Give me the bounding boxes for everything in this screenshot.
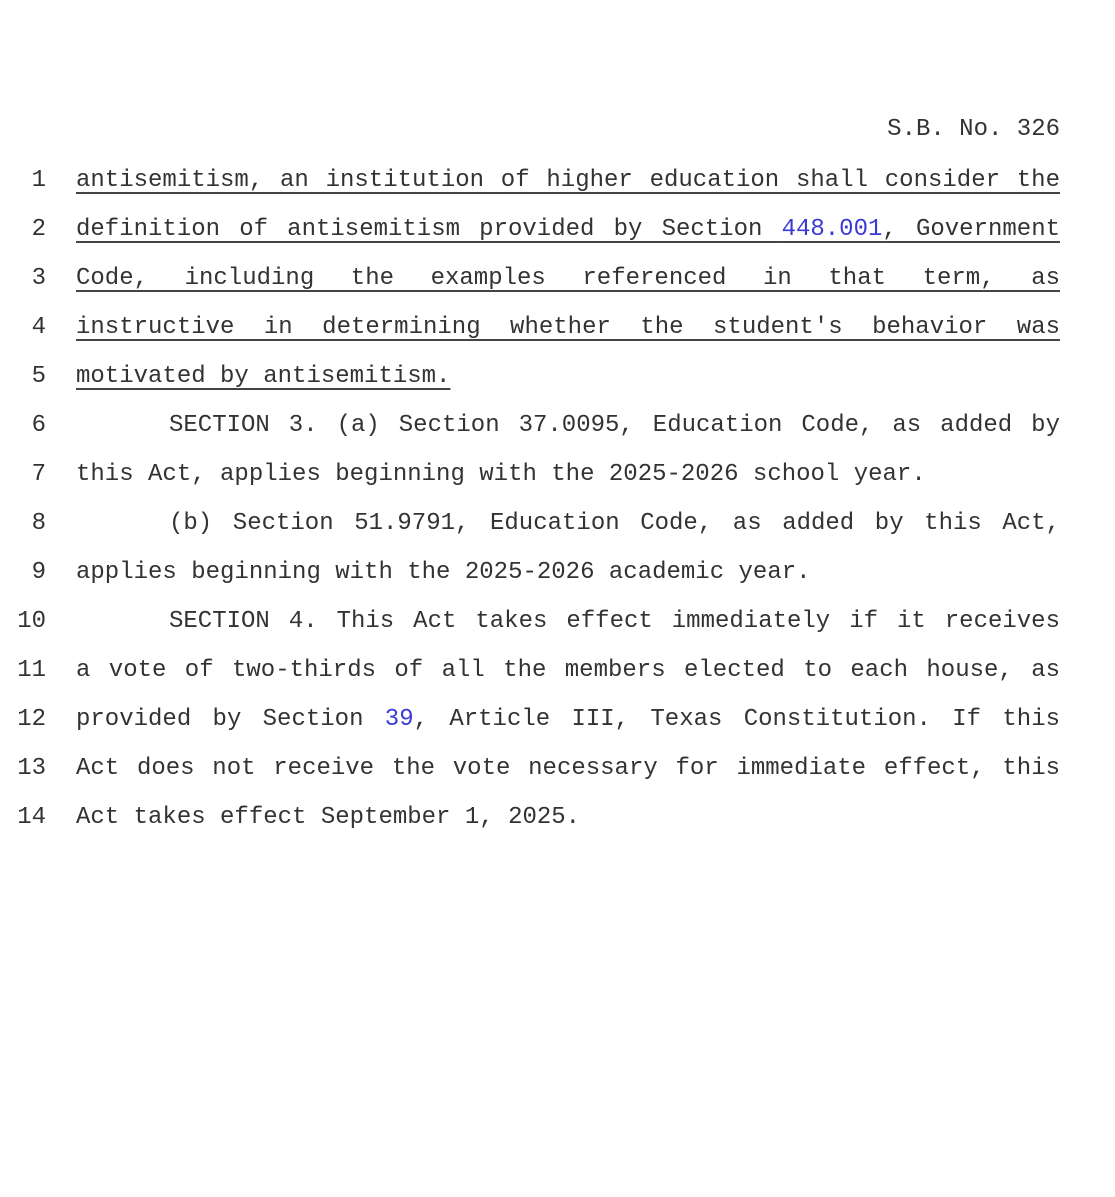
line-5 bbox=[0, 360, 1115, 409]
line-11 bbox=[0, 654, 1115, 703]
statute-link-448-001[interactable]: 448.001 bbox=[781, 216, 883, 243]
line-number: 8 bbox=[31, 510, 46, 537]
text-segment: motivated by antisemitism. bbox=[76, 363, 451, 390]
line-10 bbox=[0, 605, 1115, 654]
text-segment: , Article III, Texas Constitution. If this bbox=[413, 706, 1060, 733]
text-segment: instructive in determining whether the student's behavior was bbox=[76, 314, 1060, 341]
text-segment: , Government bbox=[882, 216, 1060, 243]
line-number: 6 bbox=[31, 412, 46, 439]
line-number: 1 bbox=[31, 167, 46, 194]
line-text: Act takes effect September 1, 2025. bbox=[76, 804, 581, 831]
line-9 bbox=[0, 556, 1115, 605]
line-number: 4 bbox=[31, 314, 46, 341]
line-text: (b) Section 51.9791, Education Code, as added by this Act, bbox=[169, 510, 1060, 537]
line-number: 12 bbox=[17, 706, 46, 733]
line-13 bbox=[0, 752, 1115, 801]
line-number: 5 bbox=[31, 363, 46, 390]
line-number: 10 bbox=[17, 608, 46, 635]
text-segment: antisemitism, an institution of higher education shall consider the bbox=[76, 167, 1060, 194]
line-3 bbox=[0, 262, 1115, 311]
line-4 bbox=[0, 311, 1115, 360]
line-text bbox=[76, 311, 1060, 345]
line-text bbox=[76, 262, 1060, 296]
line-text: applies beginning with the 2025-2026 academic year. bbox=[76, 559, 811, 586]
line-text: Act does not receive the vote necessary for immediate effect, this bbox=[76, 755, 1060, 782]
line-number: 9 bbox=[31, 559, 46, 586]
line-number: 3 bbox=[31, 265, 46, 292]
line-text bbox=[76, 360, 1060, 394]
text-segment: definition of antisemitism provided by Section bbox=[76, 216, 782, 243]
line-text bbox=[76, 213, 1060, 247]
line-7 bbox=[0, 458, 1115, 507]
constitution-link-39[interactable]: 39 bbox=[384, 706, 414, 733]
line-number: 14 bbox=[17, 804, 46, 831]
text-segment: provided by Section bbox=[76, 706, 385, 733]
text-segment: Code, including the examples referenced in that term, as bbox=[76, 265, 1060, 292]
line-text bbox=[76, 164, 1060, 198]
line-number: 11 bbox=[17, 657, 46, 684]
line-8 bbox=[0, 507, 1115, 556]
line-text: SECTION 4. This Act takes effect immediately if it receives bbox=[169, 608, 1060, 635]
line-2 bbox=[0, 213, 1115, 262]
line-number: 2 bbox=[31, 216, 46, 243]
line-6 bbox=[0, 409, 1115, 458]
line-text: a vote of two-thirds of all the members elected to each house, as bbox=[76, 657, 1060, 684]
line-12 bbox=[0, 703, 1115, 752]
line-number: 7 bbox=[31, 461, 46, 488]
line-text bbox=[76, 703, 1060, 737]
line-1 bbox=[0, 164, 1115, 213]
bill-text bbox=[0, 164, 1115, 850]
line-number: 13 bbox=[17, 755, 46, 782]
bill-number-header: S.B. No. 326 bbox=[887, 116, 1060, 143]
line-14 bbox=[0, 801, 1115, 850]
line-text: SECTION 3. (a) Section 37.0095, Education Code, as added by bbox=[169, 412, 1060, 439]
line-text: this Act, applies beginning with the 2025-2026 school year. bbox=[76, 461, 926, 488]
